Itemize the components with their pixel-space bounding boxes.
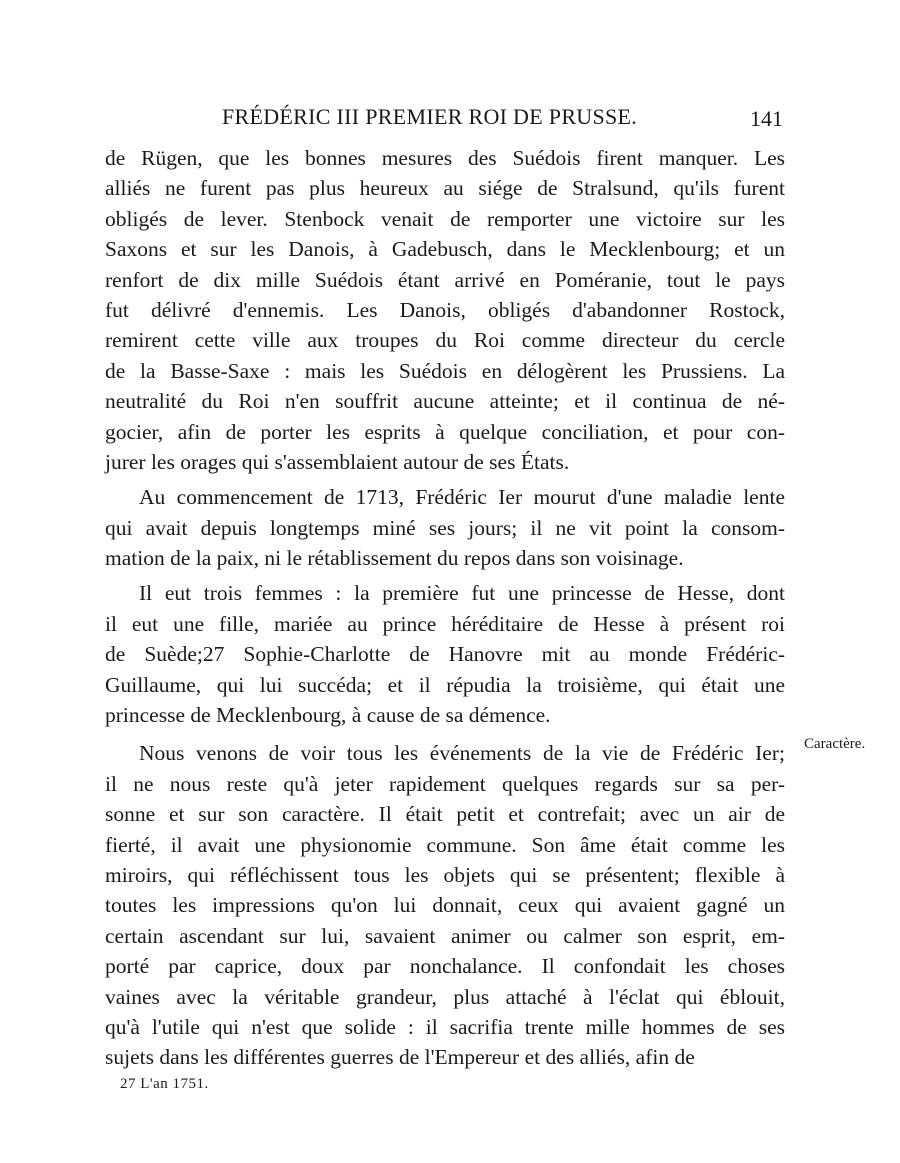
text-line: mation de la paix, ni le rétablissement du repos dans son voisinage. bbox=[105, 546, 684, 571]
text-line: remirent cette ville aux troupes du Roi comme directeur du cercle bbox=[105, 328, 785, 353]
text-line: Au commencement de 1713, Frédéric Ier mourut d'une maladie lente bbox=[139, 485, 785, 510]
text-line: obligés de lever. Stenbock venait de remporter une victoire sur les bbox=[105, 206, 785, 231]
text-line: Il eut trois femmes : la première fut une princesse de Hesse, dont bbox=[139, 581, 785, 606]
paragraph bbox=[105, 482, 785, 573]
text-line: il ne nous reste qu'à jeter rapidement quelques regards sur sa per- bbox=[105, 771, 785, 796]
text-line: qui avait depuis longtemps miné ses jours; il ne vit point la consom- bbox=[105, 515, 785, 540]
marginal-note: Caractère. bbox=[804, 736, 866, 752]
text-line: toutes les impressions qu'on lui donnait, ceux qui avaient gagné un bbox=[105, 893, 785, 918]
running-head bbox=[105, 104, 785, 138]
footnote: 27 L'an 1751. bbox=[120, 1076, 209, 1092]
text-line: il eut une fille, mariée au prince héréditaire de Hesse à présent roi bbox=[105, 611, 785, 636]
running-title: FRÉDÉRIC III PREMIER ROI DE PRUSSE. bbox=[222, 104, 638, 129]
text-line: princesse de Mecklenbourg, à cause de sa démence. bbox=[105, 703, 551, 728]
body-text bbox=[105, 143, 785, 1073]
text-line: fierté, il avait une physionomie commune. Son âme était comme les bbox=[105, 832, 785, 857]
text-line: de Rügen, que les bonnes mesures des Suédois firent manquer. Les bbox=[105, 146, 785, 170]
text-line: certain ascendant sur lui, savaient animer ou calmer son esprit, em- bbox=[105, 923, 785, 948]
text-line: neutralité du Roi n'en souffrit aucune atteinte; et il continua de né- bbox=[105, 389, 785, 414]
text-line: porté par caprice, doux par nonchalance. Il confondait les choses bbox=[105, 954, 785, 979]
paragraph bbox=[105, 578, 785, 730]
paragraph bbox=[105, 738, 785, 1072]
paragraph bbox=[105, 143, 785, 477]
text-line: miroirs, qui réfléchissent tous les objets qui se présentent; flexible à bbox=[105, 862, 785, 887]
text-line: de Suède;27 Sophie-Charlotte de Hanovre mit au monde Frédéric- bbox=[105, 642, 785, 667]
text-line: jurer les orages qui s'assemblaient autour de ses États. bbox=[105, 449, 570, 474]
text-line: fut délivré d'ennemis. Les Danois, obligés d'abandonner Rostock, bbox=[105, 297, 785, 322]
text-line: Saxons et sur les Danois, à Gadebusch, dans le Mecklenbourg; et un bbox=[105, 237, 785, 262]
text-line: alliés ne furent pas plus heureux au siége de Stralsund, qu'ils furent bbox=[105, 176, 785, 201]
text-line: qu'à l'utile qui n'est que solide : il sacrifia trente mille hommes de ses bbox=[105, 1014, 785, 1039]
text-line: Nous venons de voir tous les événements de la vie de Frédéric Ier; bbox=[139, 741, 785, 766]
text-line: sonne et sur son caractère. Il était petit et contrefait; avec un air de bbox=[105, 802, 785, 827]
text-line: sujets dans les différentes guerres de l'Empereur et des alliés, afin de bbox=[105, 1045, 695, 1070]
text-line: vaines avec la véritable grandeur, plus attaché à l'éclat qui éblouit, bbox=[105, 984, 785, 1009]
text-line: gocier, afin de porter les esprits à quelque conciliation, et pour con- bbox=[105, 419, 785, 444]
text-line: de la Basse-Saxe : mais les Suédois en délogèrent les Prussiens. La bbox=[105, 358, 785, 383]
text-line: Guillaume, qui lui succéda; et il répudia la troisième, qui était une bbox=[105, 672, 785, 697]
page-number: 141 bbox=[750, 106, 783, 131]
text-line: renfort de dix mille Suédois étant arrivé en Poméranie, tout le pays bbox=[105, 267, 785, 292]
